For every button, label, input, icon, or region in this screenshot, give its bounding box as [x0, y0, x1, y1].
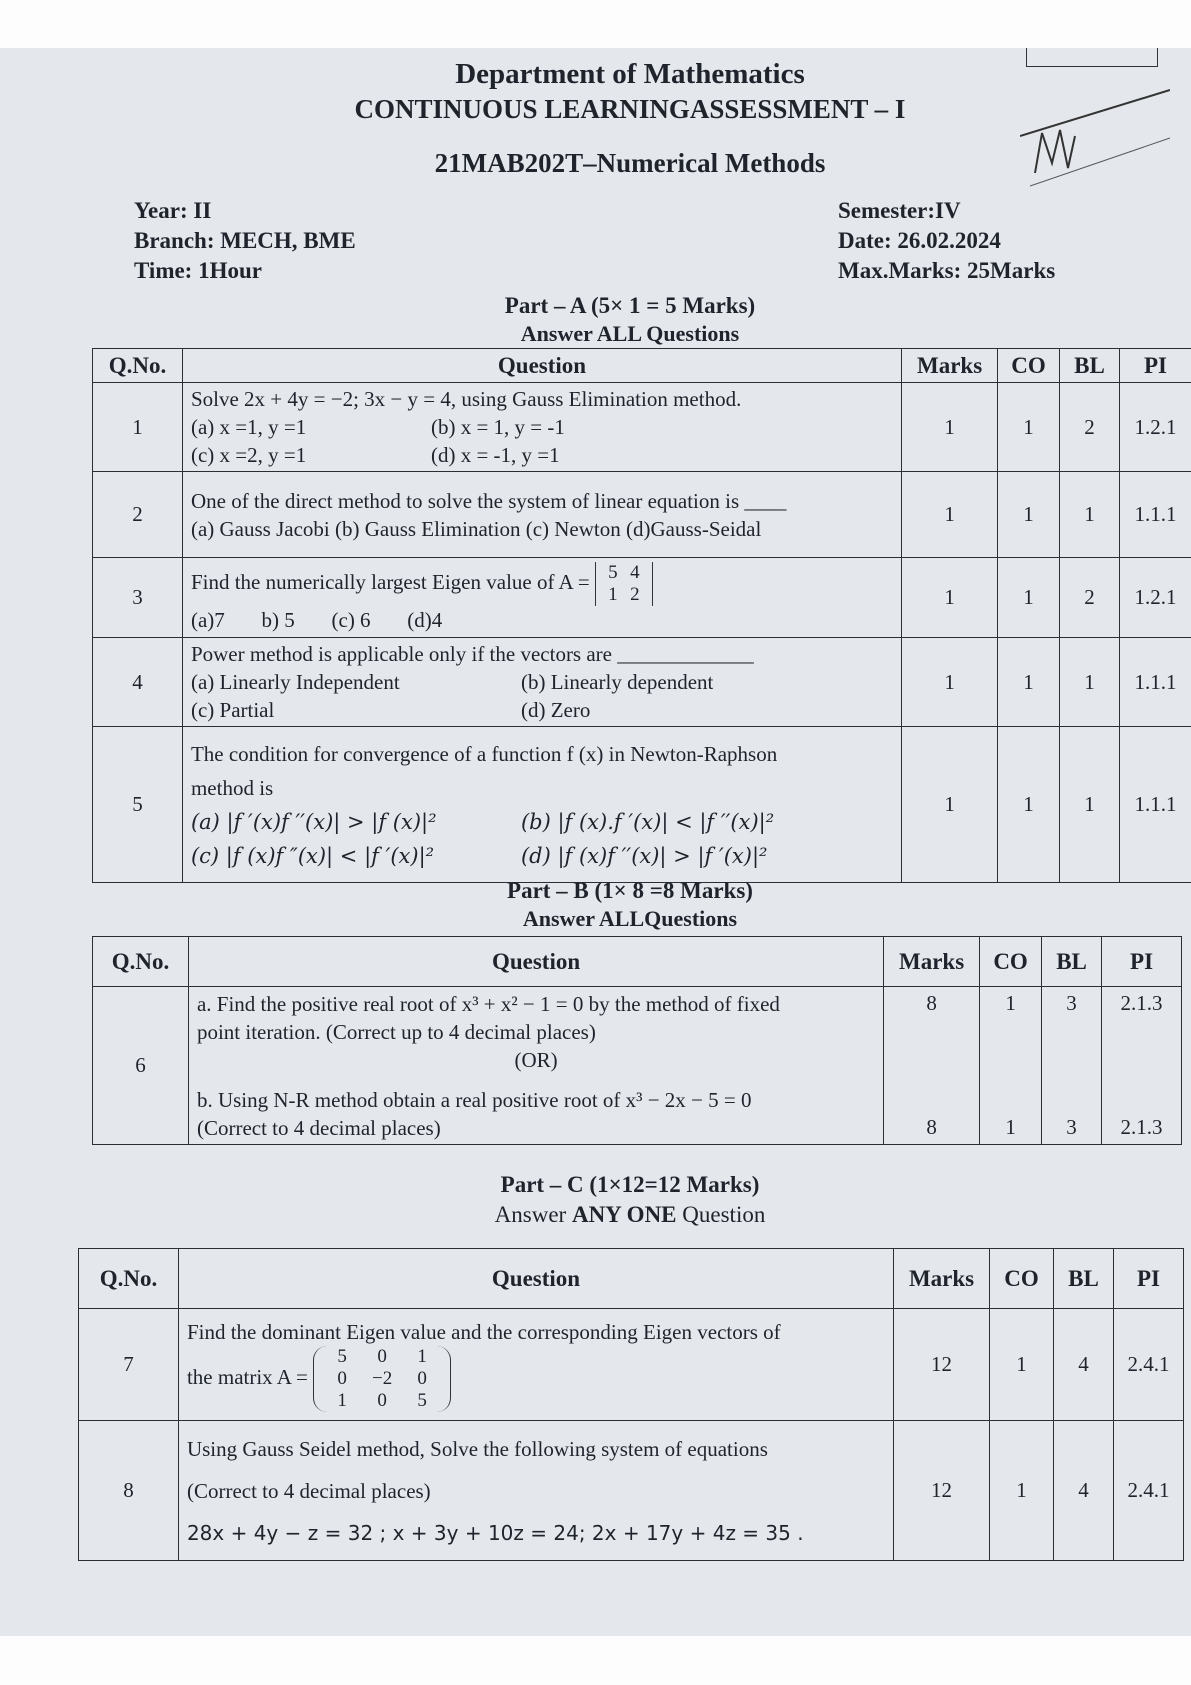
part-a-header-row	[93, 349, 1191, 383]
co-header: CO	[980, 937, 1042, 987]
co-cell: 1	[990, 1309, 1054, 1421]
question-stem: Using Gauss Seidel method, Solve the following system of equations	[186, 1436, 768, 1461]
bl-cell: 1	[1060, 472, 1120, 558]
matrix-cell: 5	[608, 561, 618, 583]
bl-a: 3	[1066, 991, 1077, 1015]
matrix-cell: 0	[337, 1367, 347, 1389]
question-header: Question	[182, 349, 901, 383]
question-stem-continued: method is	[190, 775, 274, 800]
co-cell: 1	[998, 558, 1060, 638]
matrix-cell: 0	[377, 1389, 387, 1411]
bl-cell: 1	[1060, 727, 1120, 883]
pi-cell: 2.4.1	[1113, 1309, 1183, 1421]
co-cell: 1	[990, 1421, 1054, 1561]
marks-b: 8	[926, 1115, 937, 1139]
option-d: (d) |f (x)f ′′(x)| > |f ′(x)|²	[520, 843, 768, 868]
pi-cell: 1.1.1	[1119, 727, 1191, 883]
question-stem: One of the direct method to solve the system of linear equation is ____	[190, 488, 787, 513]
co-b: 1	[1005, 1115, 1016, 1139]
table-row	[93, 638, 1191, 727]
pi-cell: 1.2.1	[1119, 383, 1191, 472]
marks-cell: 12	[894, 1309, 990, 1421]
qno-header: Q.No.	[93, 937, 189, 987]
option-b: (b) Linearly dependent	[520, 670, 714, 694]
bl-cell: 4	[1054, 1421, 1114, 1561]
question-text	[182, 558, 901, 638]
matrix-cell: 4	[630, 561, 640, 583]
question-number: 2	[93, 472, 183, 558]
part-a-instruction: Answer ALL Questions	[520, 321, 740, 346]
question-options: (a) Gauss Jacobi (b) Gauss Elimination (c) Newton (d)Gauss-Seidal	[190, 516, 762, 541]
pi-cell	[1102, 987, 1182, 1145]
bl-header: BL	[1060, 349, 1120, 383]
table-row	[93, 987, 1182, 1145]
option-a: (a) x =1, y =1	[190, 415, 307, 439]
question-text	[182, 472, 901, 558]
question-number: 6	[93, 987, 189, 1145]
question-6a-continued: point iteration. (Correct up to 4 decimal places)	[196, 1019, 596, 1044]
co-cell	[980, 987, 1042, 1145]
table-row	[93, 558, 1191, 638]
question-stem: Solve 2x + 4y = −2; 3x − y = 4, using Gauss Elimination method.	[190, 387, 742, 411]
question-text	[178, 1421, 893, 1561]
co-cell: 1	[998, 472, 1060, 558]
pi-b: 2.1.3	[1120, 1115, 1163, 1139]
pi-header: PI	[1119, 349, 1191, 383]
matrix-cell: 5	[337, 1345, 347, 1367]
course-title: 21MAB202T–Numerical Methods	[434, 148, 826, 178]
pi-a: 2.1.3	[1120, 991, 1163, 1015]
bl-header: BL	[1042, 937, 1102, 987]
question-number: 1	[93, 383, 183, 472]
matrix-cell: 1	[608, 583, 618, 605]
co-cell: 1	[998, 727, 1060, 883]
question-stem-continued: the matrix A =	[186, 1364, 308, 1389]
year-label: Year: II	[134, 198, 212, 223]
option-c: (c) |f (x)f ″(x)| < |f ′(x)|²	[190, 843, 435, 868]
part-c-table	[78, 1248, 1184, 1561]
question-stem-continued: (Correct to 4 decimal places)	[186, 1478, 431, 1503]
marks-cell: 1	[902, 727, 998, 883]
question-6b: b. Using N-R method obtain a real positive root of x³ − 2x − 5 = 0	[196, 1087, 752, 1112]
date-label: Date: 26.02.2024	[838, 228, 1001, 253]
table-row	[93, 383, 1191, 472]
question-number: 8	[79, 1421, 179, 1561]
question-text	[178, 1309, 893, 1421]
marks-cell: 1	[902, 558, 998, 638]
question-stem: Power method is applicable only if the vectors are _____________	[190, 642, 754, 666]
part-c-header-row	[79, 1249, 1184, 1309]
option-b: (b) x = 1, y = -1	[430, 415, 565, 439]
pi-cell: 1.2.1	[1119, 558, 1191, 638]
time-label: Time: 1Hour	[134, 258, 262, 283]
matrix-a	[595, 562, 653, 606]
table-row	[79, 1309, 1184, 1421]
question-text	[182, 383, 901, 472]
bl-cell: 1	[1060, 638, 1120, 727]
matrix-cell: 1	[337, 1389, 347, 1411]
bl-cell: 2	[1060, 558, 1120, 638]
matrix-cell: 0	[417, 1367, 427, 1389]
marks-header: Marks	[902, 349, 998, 383]
co-header: CO	[990, 1249, 1054, 1309]
question-options: (a)7 b) 5 (c) 6 (d)4	[190, 607, 443, 632]
assessment-title: CONTINUOUS LEARNINGASSESSMENT – I	[354, 94, 906, 124]
option-c: (c) Partial	[190, 698, 275, 722]
question-header: Question	[188, 937, 883, 987]
pi-cell: 1.1.1	[1119, 638, 1191, 727]
question-number: 4	[93, 638, 183, 727]
marks-cell: 1	[902, 383, 998, 472]
co-header: CO	[998, 349, 1060, 383]
question-text	[188, 987, 883, 1145]
pi-header: PI	[1102, 937, 1182, 987]
part-a-table	[92, 348, 1191, 883]
option-a: (a) |f ′(x)f ′′(x)| > |f (x)|²	[190, 809, 437, 834]
part-b-instruction: Answer ALLQuestions	[522, 906, 738, 931]
instruction-prefix: Answer	[494, 1202, 572, 1227]
option-a: (a) Linearly Independent	[190, 670, 400, 694]
part-a-title: Part – A (5× 1 = 5 Marks)	[504, 293, 756, 318]
qno-header: Q.No.	[93, 349, 183, 383]
department-title: Department of Mathematics	[455, 58, 805, 90]
matrix-cell: −2	[372, 1367, 393, 1389]
question-stem: Find the dominant Eigen value and the corresponding Eigen vectors of	[186, 1319, 781, 1344]
matrix-cell: 2	[630, 583, 640, 605]
pi-header: PI	[1113, 1249, 1183, 1309]
bl-header: BL	[1054, 1249, 1114, 1309]
bl-cell	[1042, 987, 1102, 1145]
max-marks-label: Max.Marks: 25Marks	[838, 258, 1056, 283]
marks-cell	[884, 987, 980, 1145]
question-stem: The condition for convergence of a function f (x) in Newton-Raphson	[190, 741, 778, 766]
table-row	[93, 727, 1191, 883]
bl-cell: 4	[1054, 1309, 1114, 1421]
bl-cell: 2	[1060, 383, 1120, 472]
marks-cell: 1	[902, 638, 998, 727]
question-6a: a. Find the positive real root of x³ + x² − 1 = 0 by the method of fixed	[196, 991, 780, 1016]
part-b-table	[92, 936, 1182, 1145]
question-number: 3	[93, 558, 183, 638]
question-text	[182, 727, 901, 883]
co-cell: 1	[998, 383, 1060, 472]
qno-header: Q.No.	[79, 1249, 179, 1309]
part-b-title: Part – B (1× 8 =8 Marks)	[507, 878, 753, 903]
part-c-title: Part – C (1×12=12 Marks)	[500, 1172, 760, 1197]
instruction-suffix: Question	[676, 1202, 766, 1227]
instruction-bold: ANY ONE	[571, 1202, 677, 1227]
semester-label: Semester:IV	[838, 198, 961, 223]
pi-cell: 1.1.1	[1119, 472, 1191, 558]
question-number: 5	[93, 727, 183, 883]
matrix-cell: 0	[377, 1345, 387, 1367]
part-c-instruction	[0, 1202, 1191, 1228]
marks-cell: 12	[894, 1421, 990, 1561]
question-stem: Find the numerically largest Eigen value of A =	[190, 569, 590, 594]
co-a: 1	[1005, 991, 1016, 1015]
table-row	[79, 1421, 1184, 1561]
bl-b: 3	[1066, 1115, 1077, 1139]
marks-header: Marks	[894, 1249, 990, 1309]
question-6b-continued: (Correct to 4 decimal places)	[196, 1115, 441, 1140]
matrix-a	[313, 1346, 451, 1412]
option-c: (c) x =2, y =1	[190, 443, 307, 467]
branch-label: Branch: MECH, BME	[134, 228, 356, 253]
matrix-cell: 1	[417, 1345, 427, 1367]
table-row	[93, 472, 1191, 558]
or-separator: (OR)	[514, 1047, 558, 1072]
co-cell: 1	[998, 638, 1060, 727]
question-text	[182, 638, 901, 727]
option-d: (d) x = -1, y =1	[430, 443, 560, 467]
equation-system: 28x + 4y − z = 32 ; x + 3y + 10z = 24; 2x + 17y + 4z = 35 .	[186, 1520, 804, 1545]
marks-a: 8	[926, 991, 937, 1015]
marks-header: Marks	[884, 937, 980, 987]
marks-cell: 1	[902, 472, 998, 558]
question-header: Question	[178, 1249, 893, 1309]
exam-sheet	[0, 48, 1191, 1636]
option-d: (d) Zero	[520, 698, 591, 722]
part-b-header-row	[93, 937, 1182, 987]
option-b: (b) |f (x).f ′(x)| < |f ′′(x)|²	[520, 809, 775, 834]
pi-cell: 2.4.1	[1113, 1421, 1183, 1561]
matrix-cell: 5	[417, 1389, 427, 1411]
question-number: 7	[79, 1309, 179, 1421]
